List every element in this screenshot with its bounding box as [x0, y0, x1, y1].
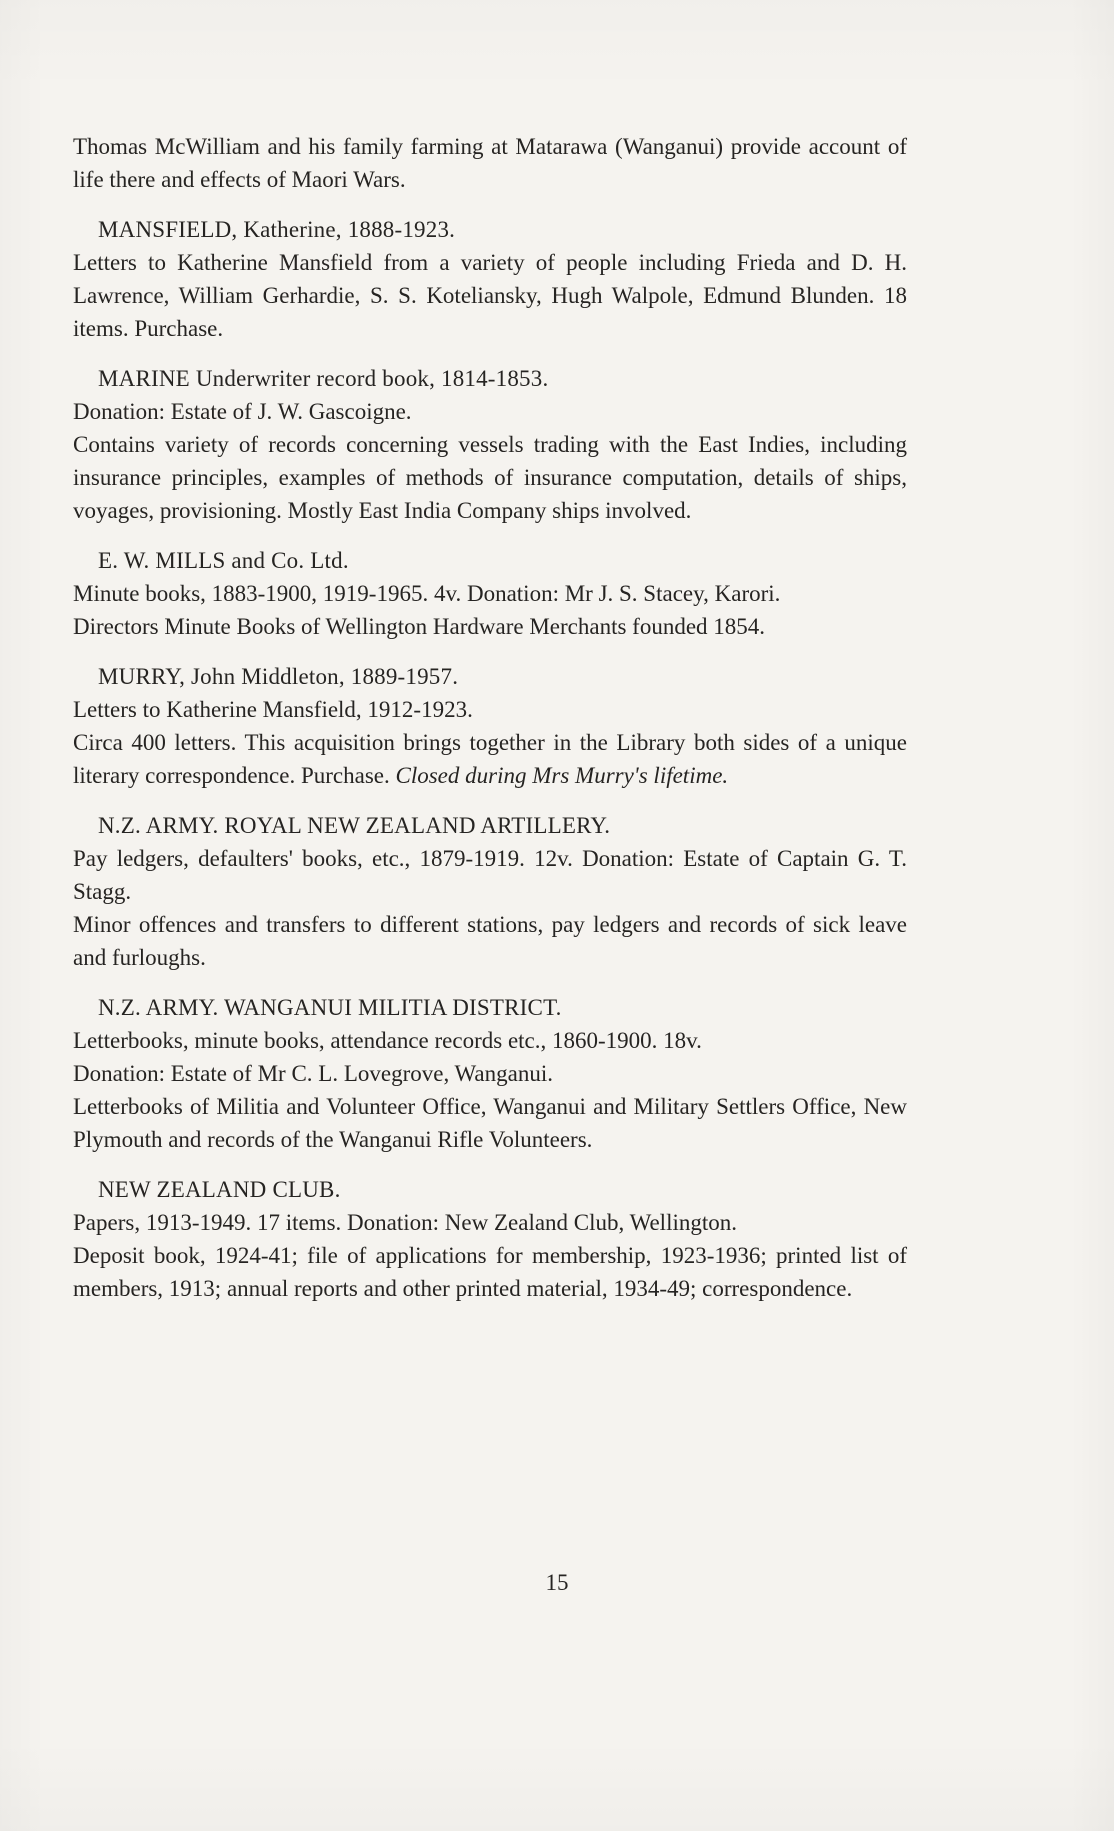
- entry-text: Letters to Katherine Mansfield, 1912-1923.: [73, 697, 473, 722]
- entry-mansfield: [73, 213, 907, 345]
- entry-heading: N.Z. ARMY. ROYAL NEW ZEALAND ARTILLERY.: [98, 813, 611, 838]
- entry-text: Contains variety of records concerning vessels trading with the East Indies, including insurance principles, examples of methods of insurance computation, details of ships, voyages, provisioning. Mostly East India Company ships involved.: [73, 432, 907, 523]
- intro-paragraph: Thomas McWilliam and his family farming at Matarawa (Wanganui) provide account of life there and effects of Maori Wars.: [73, 134, 907, 192]
- entry-text: Minor offences and transfers to different stations, pay ledgers and records of sick leave and furloughs.: [73, 912, 907, 970]
- entry-text: Circa 400 letters. This acquisition brings together in the Library both sides of a unique literary correspondence. Purchase.: [73, 730, 907, 788]
- entry-text: Directors Minute Books of Wellington Hardware Merchants founded 1854.: [73, 614, 766, 639]
- entry-text: Donation: Estate of Mr C. L. Lovegrove, Wanganui.: [73, 1061, 553, 1086]
- entry-marine: [73, 362, 907, 527]
- entry-text: Letterbooks of Militia and Volunteer Office, Wanganui and Military Settlers Office, New Plymouth and records of the Wanganui Rifle Volunteers.: [73, 1094, 907, 1152]
- entry-heading: MANSFIELD, Katherine, 1888-1923.: [98, 217, 456, 242]
- page-number: 15: [545, 1570, 569, 1595]
- entry-text: Minute books, 1883-1900, 1919-1965. 4v. Donation: Mr J. S. Stacey, Karori.: [73, 581, 781, 606]
- access-note: Closed during Mrs Murry's lifetime.: [395, 763, 729, 788]
- entry-heading: E. W. MILLS and Co. Ltd.: [98, 548, 349, 573]
- entry-wanganui-militia: [73, 991, 907, 1156]
- page-content: [73, 130, 907, 1305]
- entry-heading: NEW ZEALAND CLUB.: [98, 1177, 341, 1202]
- entry-new-zealand-club: [73, 1173, 907, 1305]
- entry-text: Papers, 1913-1949. 17 items. Donation: New Zealand Club, Wellington.: [73, 1210, 737, 1235]
- entry-heading: MARINE Underwriter record book, 1814-1853.: [98, 366, 549, 391]
- entry-royal-artillery: [73, 809, 907, 974]
- entry-heading: MURRY, John Middleton, 1889-1957.: [98, 664, 459, 689]
- entry-text: Deposit book, 1924-41; file of applications for membership, 1923-1936; printed list of members, 1913; annual reports and other printed material, 1934-49; correspondence.: [73, 1243, 907, 1301]
- entry-mills: [73, 544, 907, 643]
- entry-text: Letters to Katherine Mansfield from a variety of people including Frieda and D. H. Lawrence, William Gerhardie, S. S. Koteliansky, Hugh Walpole, Edmund Blunden. 18 items. Purchase.: [73, 250, 907, 341]
- entry-murry: [73, 660, 907, 792]
- entry-heading: N.Z. ARMY. WANGANUI MILITIA DISTRICT.: [98, 995, 562, 1020]
- entry-text: Donation: Estate of J. W. Gascoigne.: [73, 399, 412, 424]
- entry-text: Letterbooks, minute books, attendance records etc., 1860-1900. 18v.: [73, 1028, 702, 1053]
- entry-text: Pay ledgers, defaulters' books, etc., 1879-1919. 12v. Donation: Estate of Captain G. T. Stagg.: [73, 846, 907, 904]
- entry-text-with-note: [73, 726, 907, 792]
